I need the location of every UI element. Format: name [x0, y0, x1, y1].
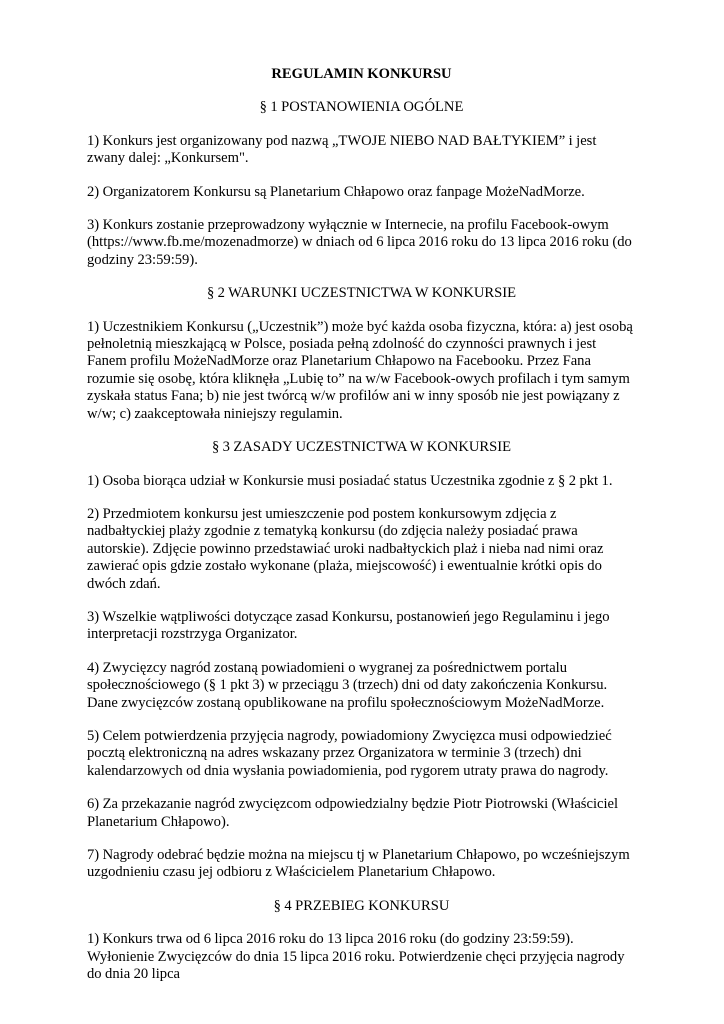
paragraph: 5) Celem potwierdzenia przyjęcia nagrody, powiadomiony Zwycięzca musi odpowiedzieć pocztą elektroniczną na adres wskazany przez Organizatora w terminie 3 (trzech) dni kalendarzowych od dnia wysłania powiadomienia, pod rygorem utraty prawa do nagrody.: [87, 727, 612, 779]
section-heading: § 1 POSTANOWIENIA OGÓLNE: [259, 99, 464, 116]
paragraph: 7) Nagrody odebrać będzie można na miejscu tj w Planetarium Chłapowo, po wcześniejszym uzgodnieniu czasu jej odbioru z Właścicielem Planetarium Chłapowo.: [87, 847, 630, 881]
paragraph: 1) Konkurs trwa od 6 lipca 2016 roku do 13 lipca 2016 roku (do godziny 23:59:59). Wyłonienie Zwycięzców do dnia 15 lipca 2016 roku. Potwierdzenie chęci przyjęcia nagrody do dnia 20 lipca: [87, 931, 625, 983]
paragraph: 6) Za przekazanie nagród zwycięzcom odpowiedzialny będzie Piotr Piotrowski (Właściciel Planetarium Chłapowo).: [87, 796, 619, 830]
paragraph: 4) Zwycięzcy nagród zostaną powiadomieni o wygranej za pośrednictwem portalu społecznościowego (§ 1 pkt 3) w przeciągu 3 (trzech) dni od daty zakończenia Konkursu. Dane zwycięzców zostaną opublikowane na profilu społecznościowym MożeNadMorze.: [87, 659, 608, 711]
section-heading: § 2 WARUNKI UCZESTNICTWA W KONKURSIE: [206, 285, 517, 302]
paragraph: 3) Konkurs zostanie przeprowadzony wyłącznie w Internecie, na profilu Facebook-owym (https://www.fb.me/mozenadmorze) w dniach od 6 lipca 2016 roku do 13 lipca 2016 roku (do godziny 23:59:59).: [87, 217, 632, 268]
paragraph: 1) Konkurs jest organizowany pod nazwą „TWOJE NIEBO NAD BAŁTYKIEM” i jest zwany dalej: „Konkursem".: [87, 132, 597, 167]
section-heading: § 4 PRZEBIEG KONKURSU: [273, 897, 450, 914]
section-heading: § 3 ZASADY UCZESTNICTWA W KONKURSIE: [211, 439, 512, 456]
paragraph: 1) Uczestnikiem Konkursu („Uczestnik”) może być każda osoba fizyczna, która: a) jest osobą pełnoletnią mieszkającą w Polsce, posiada pełną zdolność do czynności prawnych i jest Fanem profilu MożeNadMorze oraz Planetarium Chłapowo na Facebooku. Przez Fana rozumie się osobę, która kliknęła „Lubię to” na w/w Facebook-owych profilach i tym samym zyskała status Fana; b) nie jest twórcą w/w profilów ani w inny sposób nie jest powiązany z w/w; c) zaakceptowała niniejszy regulamin.: [87, 318, 633, 422]
document-title: REGULAMIN KONKURSU: [271, 66, 452, 82]
section-3-participation-rules: [87, 439, 636, 882]
section-2-participation-conditions: [87, 285, 636, 423]
paragraph: 1) Osoba biorąca udział w Konkursie musi posiadać status Uczestnika zgodnie z § 2 pkt 1.: [87, 472, 613, 489]
section-1-general-provisions: [87, 99, 636, 269]
section-4-contest-course: [87, 898, 636, 984]
paragraph: 2) Przedmiotem konkursu jest umieszczenie pod postem konkursowym zdjęcia z nadbałtyckiej plaży zgodnie z tematyką konkursu (do zdjęcia należy posiadać prawa autorskie). Zdjęcie powinno przedstawiać uroki nadbałtyckich plaż i nieba nad nimi oraz zawierać opis gdzie zostało wykonane (plaża, miejscowość) i ewentualnie krótki opis do dwóch zdań.: [87, 505, 604, 592]
paragraph: 3) Wszelkie wątpliwości dotyczące zasad Konkursu, postanowień jego Regulaminu i jego interpretacji rozstrzyga Organizator.: [87, 608, 610, 643]
paragraph: 2) Organizatorem Konkursu są Planetarium Chłapowo oraz fanpage MożeNadMorze.: [87, 183, 585, 200]
